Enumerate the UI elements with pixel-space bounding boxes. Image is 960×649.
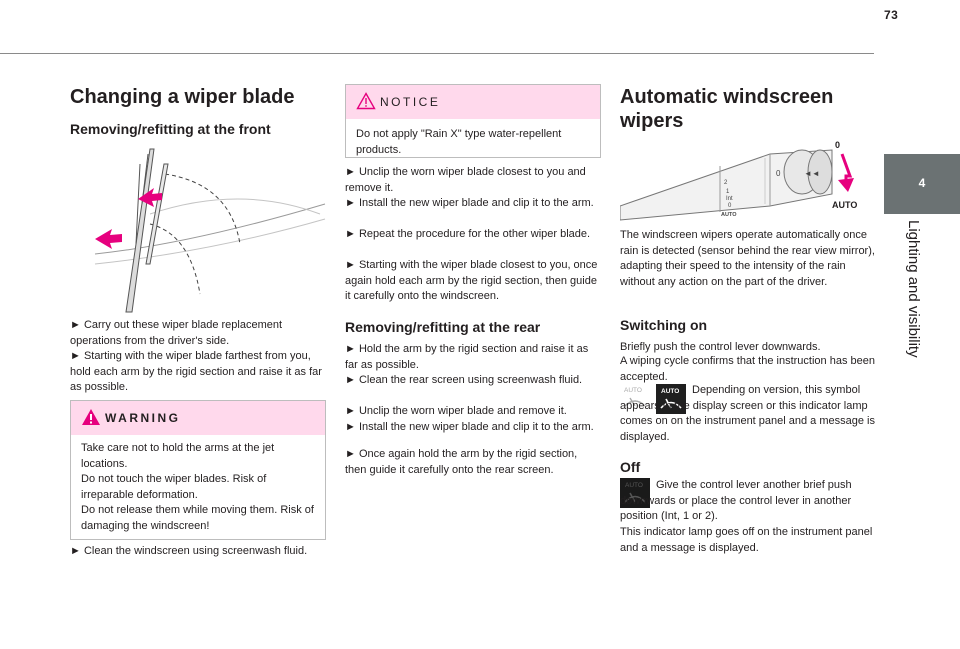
header-rule: [0, 53, 874, 54]
off-text-2: This indicator lamp goes off on the instrument panel and a message is displayed.: [620, 526, 873, 554]
warning-header: [71, 401, 325, 435]
step-text: ► Unclip the worn wiper blade and remove it.: [345, 405, 567, 417]
off-text: Give the control lever another brief push downwards or place the control lever in another position (Int, 1 or 2).: [620, 479, 852, 522]
svg-text:AUTO: AUTO: [624, 387, 642, 394]
step-text: ► Hold the arm by the rigid section and raise it as far as possible.: [345, 343, 589, 371]
svg-text:AUTO: AUTO: [625, 482, 643, 489]
section-title: wipers: [620, 110, 684, 132]
svg-text:Int: Int: [726, 196, 733, 202]
chapter-tab[interactable]: [884, 154, 960, 214]
step-text: ► Clean the windscreen using screenwash fluid.: [70, 545, 308, 557]
step-text: ► Carry out these wiper blade replacement operations from the driver's side.: [70, 319, 283, 347]
off-title: Off: [620, 459, 641, 475]
stalk-top-label: 0: [835, 140, 841, 150]
switching-on-title: Switching on: [620, 317, 708, 333]
notice-title: NOTICE: [380, 95, 441, 109]
warning-line: Do not touch the wiper blades. Risk of irreparable deformation.: [81, 473, 267, 501]
warning-line: Do not release them while moving them. Risk of damaging the windscreen!: [81, 504, 314, 532]
step-text: ► Clean the rear screen using screenwash fluid.: [345, 374, 583, 386]
svg-text:1: 1: [726, 189, 730, 195]
svg-text:AUTO: AUTO: [661, 388, 680, 395]
wiper-blade-illustration: [90, 144, 330, 314]
warning-line: Take care not to hold the arms at the jet locations.: [81, 442, 275, 470]
step-text: ► Repeat the procedure for the other wiper blade.: [345, 228, 591, 240]
step-text: ► Install the new wiper blade and clip it to the arm.: [345, 421, 594, 433]
step-text: ► Once again hold the arm by the rigid section, then guide it carefully onto the rear screen.: [345, 448, 578, 476]
step-text: ► Unclip the worn wiper blade closest to you and remove it.: [345, 166, 586, 194]
step-text: ► Install the new wiper blade and clip it to the arm.: [345, 197, 594, 209]
symbol-text: Depending on version, this symbol appears in the display screen or this indicator lamp comes on on the instrument panel and a message is displayed.: [620, 384, 875, 443]
wiper-stalk-illustration: [620, 136, 870, 226]
warning-title: WARNING: [105, 411, 181, 425]
intro-text: The windscreen wipers operate automatically once rain is detected (sensor behind the rear view mirror), adapting their speed to the intensity of the rain without any action on the part of the driver.: [620, 229, 875, 288]
on-line: Briefly push the control lever downwards.: [620, 341, 821, 353]
chapter-tab-number: 4: [918, 176, 926, 190]
svg-text:2: 2: [724, 180, 728, 186]
stalk-auto-label: AUTO: [721, 212, 737, 218]
svg-text:◄◄: ◄◄: [804, 169, 820, 178]
warning-body: [71, 435, 325, 542]
notice-box: [345, 84, 601, 158]
step-text: ► Starting with the wiper blade farthest from you, hold each arm by the rigid section and raise it as far as possible.: [70, 350, 322, 393]
chapter-label: Lighting and visibility: [905, 220, 922, 358]
warning-icon: [81, 408, 101, 426]
on-line: A wiping cycle confirms that the instruction has been accepted.: [620, 355, 875, 383]
section-title: Changing a wiper blade: [70, 86, 295, 108]
rear-title: Removing/refitting at the rear: [345, 319, 541, 335]
warning-box: [70, 400, 326, 540]
svg-text:0: 0: [728, 203, 732, 209]
arrow-left-icon: [95, 229, 122, 249]
section-title: Automatic windscreen: [620, 86, 834, 108]
notice-icon: [356, 92, 376, 110]
arrow-down-icon: [838, 178, 854, 192]
notice-header: [346, 85, 600, 119]
svg-text:0: 0: [776, 169, 781, 178]
section-subtitle: Removing/refitting at the front: [70, 121, 271, 137]
page-number: 73: [884, 8, 899, 22]
notice-body: Do not apply "Rain X" type water-repellent products.: [356, 128, 562, 156]
step-text: ► Starting with the wiper blade closest to you, once again hold each arm by the rigid section, then guide it carefully onto the windscreen.: [345, 259, 598, 302]
stalk-bottom-label: AUTO: [832, 200, 858, 210]
